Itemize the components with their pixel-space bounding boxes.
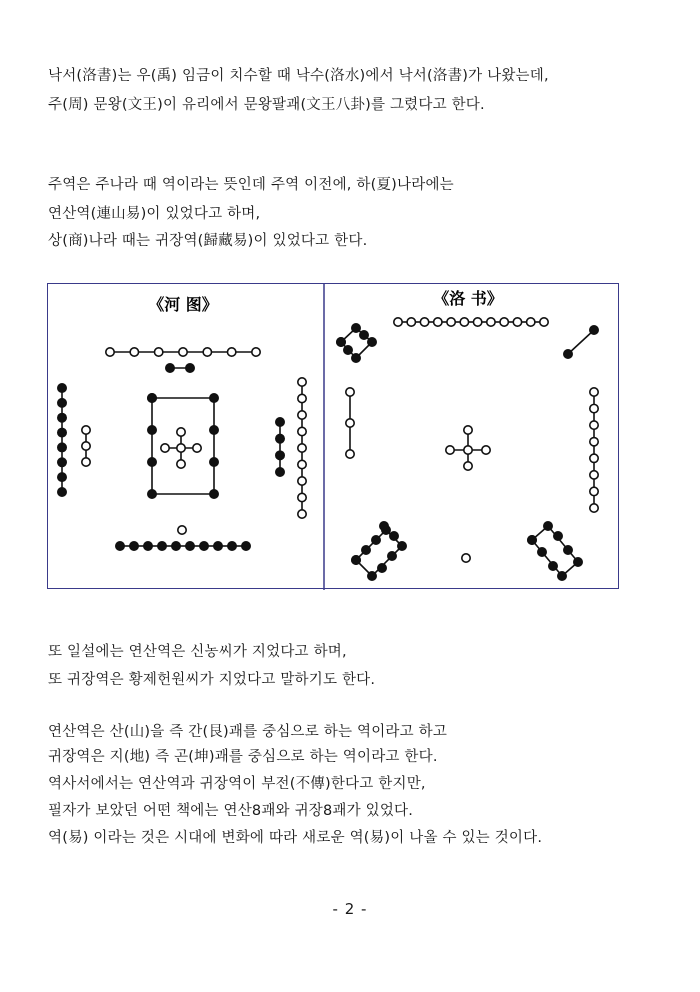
yin-dot — [352, 556, 360, 564]
yin-dot — [228, 542, 236, 550]
yang-dot — [346, 450, 354, 458]
paragraph4-line4: 필자가 보았던 어떤 책에는 연산8괘와 귀장8괘가 있었다. — [48, 803, 414, 819]
yang-dot — [590, 421, 598, 429]
yang-dot — [420, 318, 428, 326]
yin-dot — [116, 542, 124, 550]
yang-dot — [161, 444, 169, 452]
yang-dot — [487, 318, 495, 326]
paragraph4-line1: 연산역은 산(山)을 즉 간(艮)괘를 중심으로 하는 역이라고 하고 — [48, 724, 448, 740]
yang-dot — [82, 426, 90, 434]
paragraph4-line3: 역사서에서는 연산역과 귀장역이 부전(不傳)한다고 한지만, — [48, 776, 426, 792]
yin-dot — [186, 364, 194, 372]
yin-dot — [549, 562, 557, 570]
yin-dot — [362, 546, 370, 554]
yin-dot — [210, 426, 218, 434]
yin-dot — [372, 536, 380, 544]
yin-dot — [368, 572, 376, 580]
paragraph2-line3: 상(商)나라 때는 귀장역(歸藏易)이 있었다고 한다. — [48, 233, 368, 249]
yang-dot — [227, 348, 235, 356]
page-number: - 2 - — [332, 900, 368, 918]
yang-dot — [298, 493, 306, 501]
yin-dot — [398, 542, 406, 550]
yin-dot — [276, 418, 284, 426]
yin-dot — [242, 542, 250, 550]
yang-dot — [590, 504, 598, 512]
paragraph4-line2: 귀장역은 지(地) 즉 곤(坤)괘를 중심으로 하는 역이라고 한다. — [48, 749, 438, 765]
yang-dot — [193, 444, 201, 452]
paragraph1-line1: 낙서(洛書)는 우(禹) 임금이 치수할 때 낙수(洛水)에서 낙서(洛書)가 나왔는데, — [48, 68, 549, 84]
yin-dot — [148, 426, 156, 434]
yin-dot — [276, 468, 284, 476]
yang-dot — [446, 446, 454, 454]
yin-dot — [276, 434, 284, 442]
yin-dot — [58, 399, 66, 407]
yang-dot — [500, 318, 508, 326]
yin-dot — [360, 331, 368, 339]
yang-dot — [203, 348, 211, 356]
yin-dot — [58, 384, 66, 392]
yin-dot — [166, 364, 174, 372]
yin-dot — [210, 458, 218, 466]
yin-dot — [388, 552, 396, 560]
yin-dot — [144, 542, 152, 550]
yin-dot — [200, 542, 208, 550]
yin-dot — [352, 354, 360, 362]
yin-dot — [344, 346, 352, 354]
yang-dot — [464, 426, 472, 434]
yin-dot — [276, 451, 284, 459]
yang-dot — [179, 348, 187, 356]
yin-dot — [538, 548, 546, 556]
paragraph2-line1: 주역은 주나라 때 역이라는 뜻인데 주역 이전에, 하(夏)나라에는 — [48, 177, 454, 193]
yang-dot — [590, 404, 598, 412]
yin-dot — [558, 572, 566, 580]
yang-dot — [298, 444, 306, 452]
yang-dot — [177, 460, 185, 468]
yin-dot — [554, 532, 562, 540]
yang-dot — [590, 454, 598, 462]
yang-dot — [82, 458, 90, 466]
yang-dot — [482, 446, 490, 454]
yang-dot — [473, 318, 481, 326]
yin-dot — [186, 542, 194, 550]
yin-dot — [390, 532, 398, 540]
yin-dot — [210, 490, 218, 498]
yang-dot — [590, 438, 598, 446]
connector-line — [532, 540, 562, 576]
yin-dot — [58, 488, 66, 496]
yang-dot — [590, 471, 598, 479]
yin-dot — [574, 558, 582, 566]
yin-dot — [528, 536, 536, 544]
yang-dot — [464, 462, 472, 470]
yang-dot — [590, 487, 598, 495]
connector-line — [568, 330, 594, 354]
yang-dot — [460, 318, 468, 326]
yang-dot — [527, 318, 535, 326]
yang-dot — [252, 348, 260, 356]
yin-dot — [368, 338, 376, 346]
paragraph2-line2: 연산역(連山易)이 있었다고 하며, — [48, 206, 261, 222]
yang-dot — [177, 444, 185, 452]
yin-dot — [590, 326, 598, 334]
yang-dot — [407, 318, 415, 326]
yin-dot — [564, 350, 572, 358]
paragraph4-line5: 역(易) 이라는 것은 시대에 변화에 따라 새로운 역(易)이 나올 수 있는 것이다. — [48, 830, 543, 846]
yang-dot — [154, 348, 162, 356]
yin-dot — [148, 490, 156, 498]
yin-dot — [378, 564, 386, 572]
yang-dot — [178, 526, 186, 534]
yin-dot — [158, 542, 166, 550]
yin-dot — [148, 458, 156, 466]
connector-line — [548, 526, 578, 562]
connector-line — [372, 546, 402, 576]
yang-dot — [462, 554, 470, 562]
yin-dot — [352, 324, 360, 332]
yin-dot — [380, 522, 388, 530]
yin-dot — [172, 542, 180, 550]
paragraph3-line1: 또 일설에는 연산역은 신농씨가 지었다고 하며, — [48, 644, 347, 660]
yang-dot — [346, 388, 354, 396]
yang-dot — [513, 318, 521, 326]
yin-dot — [58, 443, 66, 451]
yang-dot — [298, 411, 306, 419]
hetu-luoshu-figure — [47, 283, 619, 589]
paragraph1-line2: 주(周) 문왕(文王)이 유리에서 문왕팔괘(文王八卦)를 그렸다고 한다. — [48, 97, 485, 113]
yang-dot — [298, 394, 306, 402]
yang-dot — [464, 446, 472, 454]
hetu-title: 《河 图》 — [148, 295, 218, 314]
yin-dot — [58, 414, 66, 422]
yang-dot — [434, 318, 442, 326]
yin-dot — [214, 542, 222, 550]
yang-dot — [447, 318, 455, 326]
yang-dot — [298, 510, 306, 518]
yang-dot — [540, 318, 548, 326]
yang-dot — [298, 378, 306, 386]
yin-dot — [58, 428, 66, 436]
yang-dot — [394, 318, 402, 326]
yin-dot — [337, 338, 345, 346]
yin-dot — [58, 458, 66, 466]
yang-dot — [298, 460, 306, 468]
yang-dot — [82, 442, 90, 450]
yang-dot — [106, 348, 114, 356]
yin-dot — [58, 473, 66, 481]
luoshu-title: 《洛 书》 — [433, 289, 503, 308]
hetu-luoshu-diagram — [48, 284, 620, 590]
yin-dot — [210, 394, 218, 402]
yin-dot — [544, 522, 552, 530]
yin-dot — [148, 394, 156, 402]
yang-dot — [346, 419, 354, 427]
paragraph3-line2: 또 귀장역은 황제헌원씨가 지었다고 말하기도 한다. — [48, 672, 376, 688]
yang-dot — [298, 477, 306, 485]
yang-dot — [590, 388, 598, 396]
yang-dot — [130, 348, 138, 356]
yin-dot — [564, 546, 572, 554]
yang-dot — [177, 428, 185, 436]
dot-patterns — [58, 318, 598, 580]
yang-dot — [298, 427, 306, 435]
yin-dot — [130, 542, 138, 550]
connector-line — [356, 530, 386, 560]
